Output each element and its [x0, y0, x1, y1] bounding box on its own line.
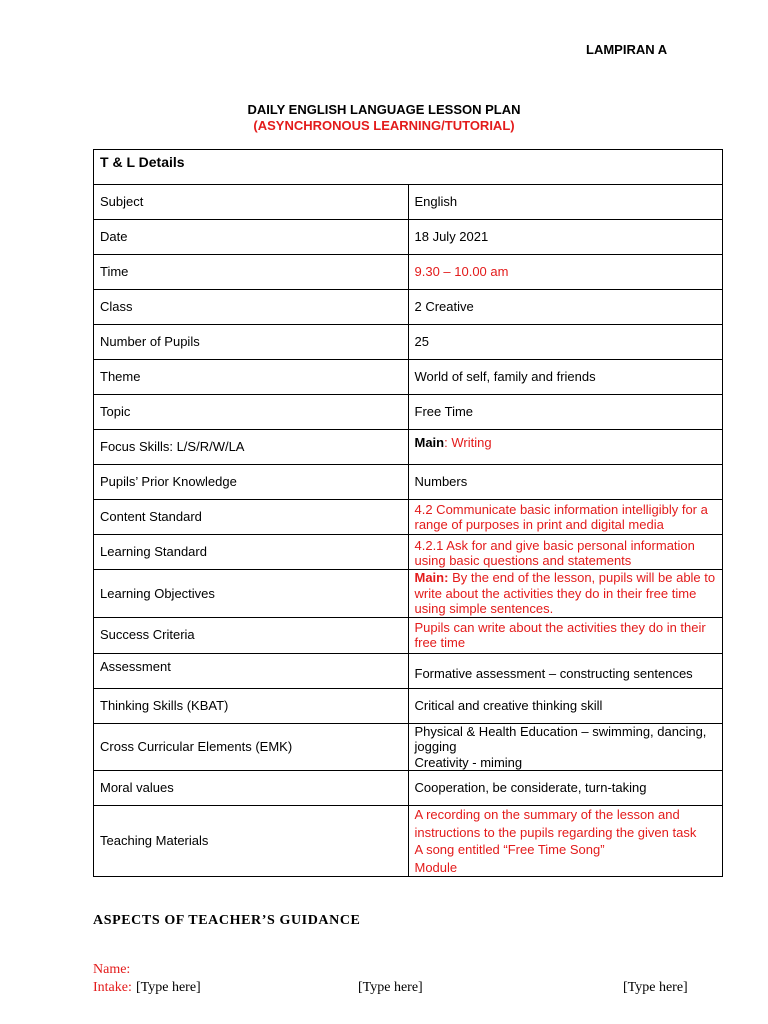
row-label: Time — [94, 255, 409, 290]
table-row — [94, 500, 723, 535]
table-row — [94, 806, 723, 877]
row-label: Subject — [94, 185, 409, 220]
row-label: Learning Objectives — [94, 570, 409, 618]
row-value: 4.2 Communicate basic information intelligibly for a range of purposes in print and digital media — [408, 500, 723, 535]
row-label: Moral values — [94, 771, 409, 806]
row-value: 4.2.1 Ask for and give basic personal information using basic questions and statements — [408, 535, 723, 570]
row-label: Learning Standard — [94, 535, 409, 570]
row-label: Content Standard — [94, 500, 409, 535]
cross-curricular-line: Creativity - miming — [414, 754, 523, 770]
table-row — [94, 290, 723, 325]
table-row — [94, 723, 723, 771]
row-value: Critical and creative thinking skill — [408, 688, 723, 723]
row-label: Theme — [94, 360, 409, 395]
row-label: Teaching Materials — [94, 806, 409, 877]
row-value — [408, 806, 723, 877]
table-row — [94, 570, 723, 618]
row-value: 18 July 2021 — [408, 220, 723, 255]
table-row — [94, 360, 723, 395]
lampiran-label: LAMPIRAN A — [586, 42, 668, 57]
name-label: Name: — [93, 962, 131, 977]
intake-input-3[interactable]: [Type here] — [623, 980, 688, 995]
row-value: English — [408, 185, 723, 220]
row-value — [408, 570, 723, 618]
row-label: Success Criteria — [94, 617, 409, 653]
row-value: Formative assessment – constructing sentences — [408, 653, 723, 688]
row-label: Focus Skills: L/S/R/W/LA — [94, 430, 409, 465]
table-header-row — [94, 150, 723, 185]
material-item: Module — [414, 859, 458, 875]
row-label: Date — [94, 220, 409, 255]
row-label: Assessment — [94, 653, 409, 688]
material-item: A song entitled “Free Time Song” — [414, 842, 605, 857]
table-row — [94, 395, 723, 430]
row-label: Topic — [94, 395, 409, 430]
row-value: Free Time — [408, 395, 723, 430]
cross-curricular-line: Physical & Health Education – swimming, dancing, jogging — [414, 723, 707, 754]
focus-skill-value: : Writing — [444, 435, 492, 450]
table-row — [94, 465, 723, 500]
row-label: Class — [94, 290, 409, 325]
row-value: Cooperation, be considerate, turn-taking — [408, 771, 723, 806]
material-item: A recording on the summary of the lesson and instructions to the pupils regarding the given task — [414, 807, 697, 840]
document-title: DAILY ENGLISH LANGUAGE LESSON PLAN — [247, 102, 521, 117]
lesson-plan-table — [93, 149, 723, 877]
intake-input-2[interactable]: [Type here] — [358, 980, 423, 995]
table-row — [94, 771, 723, 806]
table-heading: T & L Details — [94, 150, 723, 185]
objective-text: By the end of the lesson, pupils will be able to write about the activities they do in their free time using simple sentences. — [414, 570, 716, 616]
row-value: Numbers — [408, 465, 723, 500]
row-value: 25 — [408, 325, 723, 360]
row-label: Number of Pupils — [94, 325, 409, 360]
row-value — [408, 723, 723, 771]
document-subtitle: (ASYNCHRONOUS LEARNING/TUTORIAL) — [253, 118, 515, 133]
row-value: Pupils can write about the activities they do in their free time — [408, 617, 723, 653]
row-label: Cross Curricular Elements (EMK) — [94, 723, 409, 771]
row-value — [408, 430, 723, 465]
intake-label: Intake: — [93, 980, 132, 995]
main-label: Main — [414, 435, 445, 450]
intake-input-1[interactable]: [Type here] — [136, 980, 201, 995]
table-row — [94, 220, 723, 255]
guidance-heading: ASPECTS OF TEACHER’S GUIDANCE — [93, 913, 361, 928]
table-row — [94, 617, 723, 653]
table-row — [94, 430, 723, 465]
table-row — [94, 653, 723, 688]
row-label: Pupils’ Prior Knowledge — [94, 465, 409, 500]
row-value: 2 Creative — [408, 290, 723, 325]
row-label: Thinking Skills (KBAT) — [94, 688, 409, 723]
table-row — [94, 688, 723, 723]
table-row — [94, 185, 723, 220]
row-value: World of self, family and friends — [408, 360, 723, 395]
table-row — [94, 535, 723, 570]
main-label: Main: — [414, 570, 449, 585]
table-row — [94, 255, 723, 290]
table-row — [94, 325, 723, 360]
row-value: 9.30 – 10.00 am — [408, 255, 723, 290]
